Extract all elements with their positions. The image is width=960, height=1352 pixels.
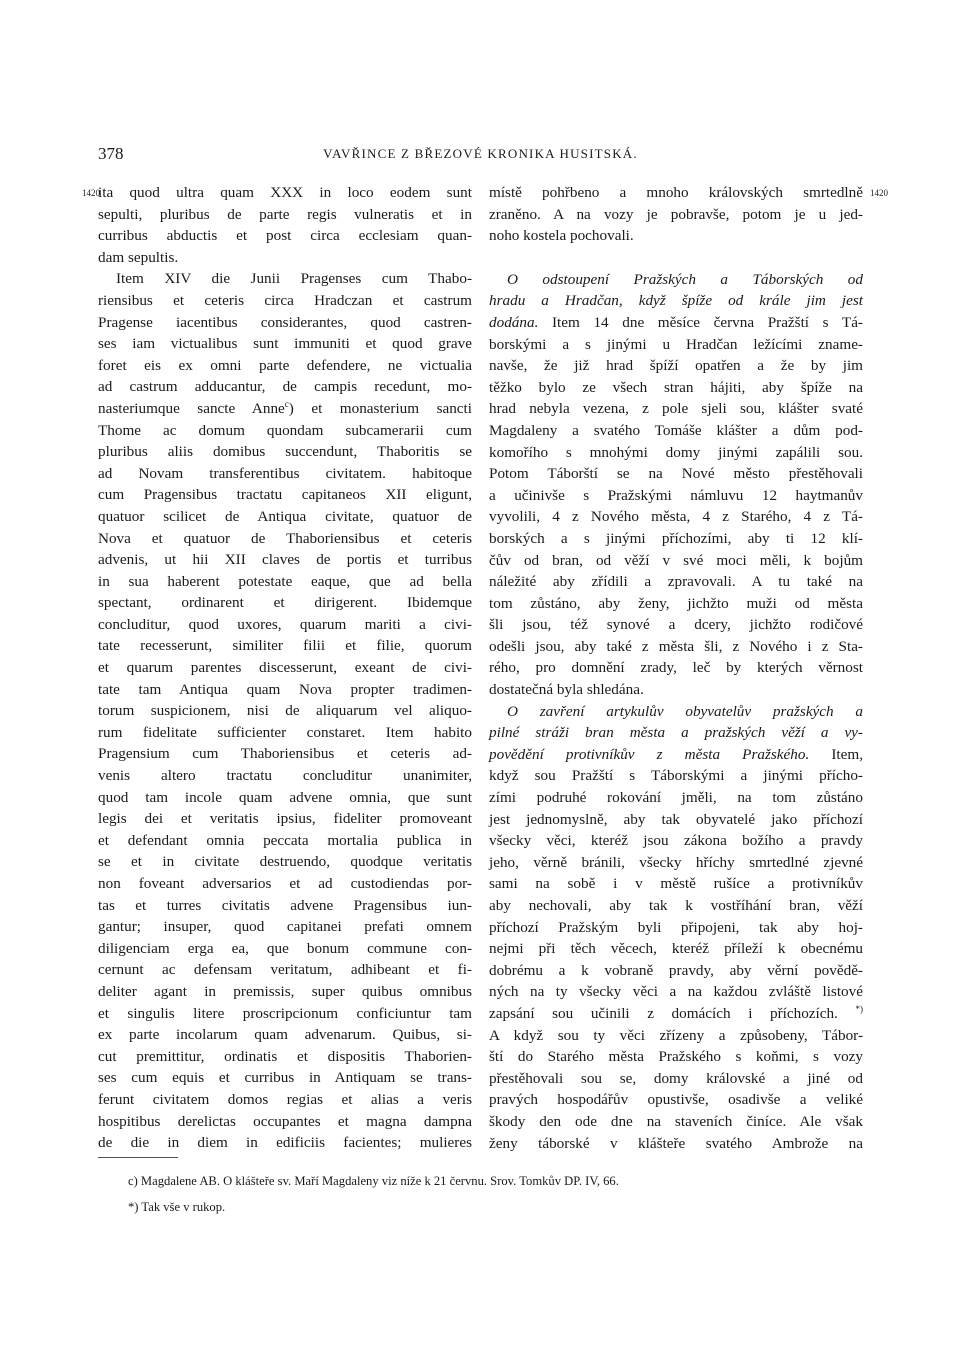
note-mark-star: *) [855,1003,863,1014]
czech-line: borských a s jinými příchozími, aby ti 12 klí- [489,529,863,547]
latin-line: de die in diem in edificiis facientes; mulieres [98,1134,472,1152]
czech-line: dostatečná byla shledána. [489,681,644,699]
czech-line: přestěhovali sou se, domy královské a jiné od [489,1069,863,1087]
latin-line: curribus abductis et post circa ecclesiam quan- [98,227,472,245]
czech-line [489,917,863,939]
latin-line: in sua haberent potestate eaque, que ad bella [98,572,472,590]
latin-line: ses cum equis et curribus in Antiquam se trans- [98,1069,472,1087]
latin-text-tail: ) et monasterium sancti [288,399,472,417]
latin-line: torum suspicionem, nisi de aliquarum vel aliquo- [98,702,472,720]
czech-line: náležité aby zřídili a zpravovali. A tu také na [489,573,863,591]
latin-line: gantur; insuper, quod capitanei prefati omnem [98,918,472,936]
latin-line: cut premittitur, ordinatis et dispositis Thaborien- [98,1047,472,1065]
margin-year-right: 1420 [870,188,888,198]
section-heading: O odstoupení Pražských a Táborských od [507,270,863,288]
section-heading-line [489,744,863,766]
latin-line: non foveant adversarios et ad custodiendas por- [98,875,472,892]
czech-text: dobrému a k vobraně pravdy, aby věrní povědě- [489,961,863,979]
czech-line: a učinivše s Pražskými námluvu 12 haytmanův [489,486,863,504]
czech-line: místě pohřbeno a mnoho královských smrtedlně [489,184,863,201]
czech-line: škody den ode dne na staveních činíce. Ale však [489,1112,863,1130]
czech-line: borskými a s jinými u Hradčan ležícími zname- [489,335,863,353]
latin-line: advenis, ut hii XII claves de portis et turribus [98,551,472,569]
latin-line: ses iam victualibus sunt immuniti et quod grave [98,335,472,353]
latin-line: riensibus et ceteris circa Hradczan et castrum [98,291,472,309]
latin-line: hospitibus derelictas occupantes et magna dampna [98,1112,472,1130]
czech-line: rého, pro domnění zrady, leč by kterých věrnost [489,659,863,677]
czech-line: tom zůstáno, aby ženy, jichžto muži od města [489,594,863,612]
czech-line: noho kostela pochovali. [489,227,634,245]
latin-line: pluribus aliis domibus succendunt, Thaboritis se [98,443,472,461]
czech-line: těžko bylo ze všech stran hájiti, aby špíže na [489,378,863,396]
czech-line: navše, že již hrad špíží opatřen a že by jim [489,357,863,375]
czech-text: nejmi při těch věcech, kteréž příleží k obecnému [489,940,863,958]
latin-line: cum Pragensibus tractatu capitaneos XII eligunt, [98,486,472,504]
czech-text: všecky věci, kteréž jsou zákona božího a pravdy [489,832,863,850]
czech-text: sami na sobě i v městě rušíce a protivníkův [489,875,863,893]
czech-line: ženy táborské v klášteře svatého Ambrože na [489,1134,863,1152]
paragraph-gap [489,247,863,269]
latin-line: et defendant omnia peccata mortalia publica in [98,831,472,849]
czech-line [489,873,863,895]
section-heading: O zavření artykulův obyvatelův pražských a [507,702,863,720]
czech-text: ných na ty všecky věci a na každou zvláště listové [489,983,863,1001]
latin-line: tate tam Antiqua quam Nova propter tradimen- [98,680,472,698]
section-heading-line [489,312,863,334]
page-header [98,144,863,168]
paragraph-start: Item 14 dne měsíce června Pražští s Tá- [551,313,863,331]
latin-line: legis dei et veritatis ipsius, fideliter promoveant [98,810,472,828]
czech-line: odešli jsou, aby také z města šli, z Nového i z Sta- [489,637,863,655]
czech-line [489,1003,863,1025]
latin-line: deliter agant in premissis, super quibus omnibus [98,982,472,1000]
czech-line: pravých hospodářův opustivše, osadivše a veliké [489,1091,863,1109]
czech-text: jest jednomyslně, aby tak obyvatelé jako příchozí [489,810,863,828]
latin-line: Pragense iacentibus considerantes, quod castren- [98,313,472,331]
footnote-star: *) Tak vše v rukop. [128,1200,226,1214]
czech-text: zapsání sou učinili z domácích i příchozích. [489,1004,838,1022]
latin-line: Nova et quatuor de Thaboriensibus et ceteris [98,529,472,547]
latin-line: concluditur, quod uxores, quarum mariti a civi- [98,615,472,633]
latin-line: tas et turres civitatis advene Pragensibus iun- [98,896,472,914]
section-heading: povědění protivníkův z města Pražského. [489,745,810,763]
latin-line: tate recesserunt, similiter filii et filie, quorum [98,637,472,655]
czech-line: šli jsou, též synové a dcery, jichžto rodičové [489,616,863,634]
czech-line: komořího s mnohými domy jinými zapálili sou. [489,443,863,461]
latin-line: ad castrum adducantur, de campis recedunt, mo- [98,378,472,396]
section-heading: dodána. [489,313,539,331]
latin-line: ita quod ultra quam XXX in loco eodem sunt [98,184,472,201]
latin-line: Pragensium cum Thaboriensibus et ceteris ad- [98,745,472,763]
latin-column [98,182,472,1154]
czech-text: když sou Pražští s Táborskými a jinými přícho- [489,767,863,785]
paragraph-start: Item, [831,745,863,763]
page-number: 378 [98,144,124,163]
czech-line [489,852,863,874]
latin-text: nasteriumque sancte Anne [98,399,285,417]
czech-text: příchozí Pražským byli připojeni, tak aby hoj- [489,918,863,936]
latin-line: cernunt ac defensam veritatum, adhibeant et fi- [98,961,472,979]
latin-line: venis altero tractatu concluditur unanimiter, [98,767,472,785]
latin-line: ferunt civitatem domos regias et alias a veris [98,1090,472,1108]
czech-line [489,938,863,960]
latin-line: et quarum parentes discesserunt, exeant de civi- [98,659,472,677]
footnote-rule [98,1157,178,1158]
czech-line [489,787,863,809]
czech-line: zraněno. A na vozy je pobravše, potom je u jed- [489,205,863,223]
czech-line [489,765,863,787]
czech-text: zími podruhé rokování jměli, na tom zůstáno [489,789,863,807]
czech-line: Magdaleny a svatého Tomáše klášter a dům pod- [489,421,863,439]
latin-line: quatuor scilicet de Antiqua civitate, quatuor de [98,507,472,525]
latin-line: diligenciam erga ea, que bonum commune con- [98,939,472,957]
czech-column [489,182,863,1154]
czech-line [489,981,863,1003]
latin-line: quod tam incole quam advene omnia, que sunt [98,788,472,806]
latin-line: foret eis ex omni parte defendere, ne victualia [98,356,472,374]
czech-line [489,830,863,852]
czech-line: hrad nebyla vezena, z pole sjeli sou, klášter svaté [489,400,863,418]
czech-line: ští do Starého města Pražského s koňmi, s vozy [489,1048,863,1066]
czech-text: jeho, věrně bránili, všecky hříchy smrtedlné zjevné [489,853,863,871]
czech-line [489,960,863,982]
latin-line: spectant, ordinarent et dirigerent. Ibidemque [98,594,472,612]
latin-line: sepulti, pluribus de parte regis vulneratis et in [98,205,472,223]
latin-line: Item XIV die Junii Pragenses cum Thabo- [116,270,472,288]
latin-line: se et in civitate destruendo, quodque veritatis [98,853,472,871]
latin-line: et singulis litere proscripcionum conficiuntur tam [98,1004,472,1022]
latin-line: ad Novam transferentibus civitatem. habitoque [98,464,472,482]
margin-year-left: 1420 [82,188,100,198]
note-mark-c: c [284,398,289,409]
czech-line: čův od bran, od věží v své moci měli, k bojům [489,551,863,569]
section-heading: hradu a Hradčan, když špíže od krále jim jest [489,292,863,310]
footnote-c: c) Magdalene AB. O klášteře sv. Maří Magdaleny viz níže k 21 červnu. Srov. Tomkův DP. IV, 66. [128,1174,619,1188]
czech-line: Potom Táborští se na Nové město přestěhovali [489,465,863,483]
latin-line: rum fidelitate sufficienter constaret. Item habito [98,723,472,741]
latin-line: dam sepultis. [98,248,179,266]
czech-text: aby nechovali, aby tak k vostříhání bran, věží [489,897,863,914]
footnotes [98,1168,863,1220]
czech-line [489,895,863,917]
latin-line: ex parte incolarum quam advenarum. Quibus, si- [98,1026,472,1044]
czech-line [489,809,863,831]
section-heading: pilné stráži bran města a pražských věží a vy- [489,724,863,742]
czech-line: A když sou ty věci zřízeny a způsobeny, Tábor- [489,1026,863,1044]
running-title: VAVŘINCE Z BŘEZOVÉ KRONIKA HUSITSKÁ. [323,146,638,161]
latin-line: Thome ac domum quondam subcamerarii cum [98,421,472,439]
latin-line [98,398,472,420]
czech-line: vyvolili, 4 z Nového města, 4 z Starého, 4 z Tá- [489,508,863,526]
